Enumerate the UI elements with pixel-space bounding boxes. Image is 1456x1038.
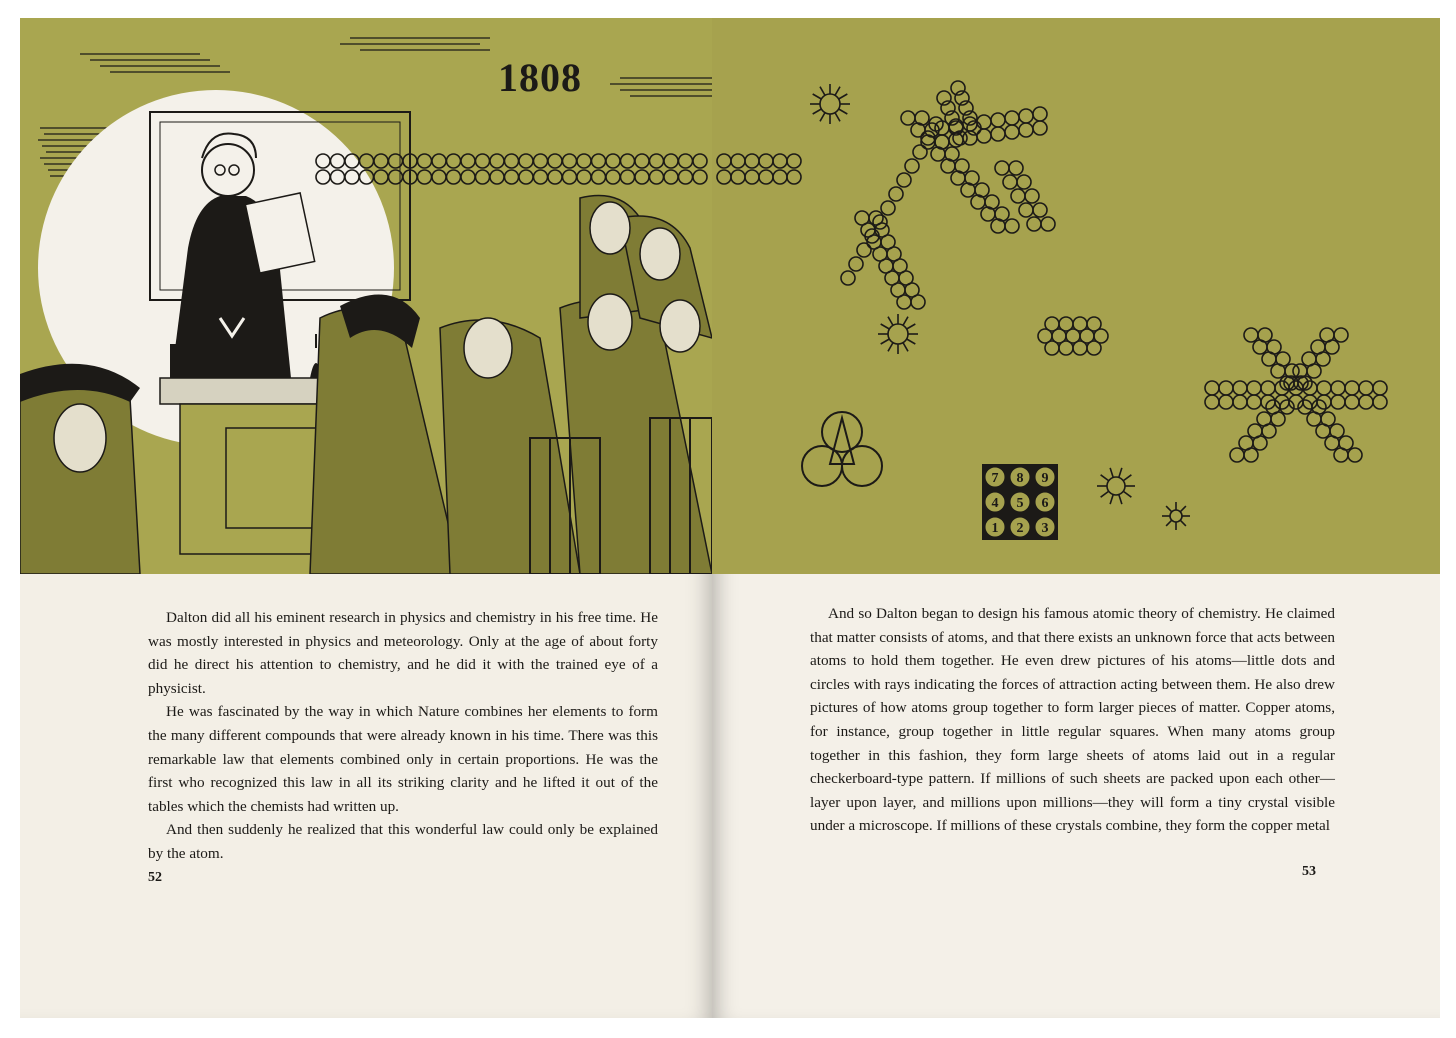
right-page-text <box>810 602 1335 838</box>
grid-digit: 8 <box>1016 471 1024 486</box>
grid-digit: 3 <box>1041 521 1049 536</box>
grid-digit: 6 <box>1041 496 1049 511</box>
year-heading: 1808 <box>498 55 582 100</box>
page-number: 53 <box>1302 864 1316 879</box>
grid-digit: 5 <box>1016 496 1024 511</box>
numbered-atom-grid <box>982 464 1058 540</box>
grid-digit: 2 <box>1016 521 1024 536</box>
paragraph: He was fascinated by the way in which Nature combines her elements to form the many different compounds that were already known in his time. There was this remarkable law that elements combined only in certain proportions. He was the first who recognized this law in all its striking clarity and he lifted it out of the tables which the chemists had written up. <box>148 703 658 815</box>
right-page <box>712 18 1440 1018</box>
paragraph: And so Dalton began to design his famous atomic theory of chemistry. He claimed that matter consists of atoms, and that there exists an unknown force that acts between atoms to hold them together. He even drew pictures of his atoms—little dots and circles with rays indicating the forces of attraction acting between them. He also drew pictures of how atoms group together to form larger pieces of matter. Copper atoms, for instance, group together in little regular squares. When many atoms group together in this fashion, they form large sheets of atoms laid out in a regular checkerboard-type pattern. If millions of such sheets are packed upon each other—layer upon layer, and millions upon millions—they will form a tiny crystal visible under a microscope. If millions of these crystals combine, they form the copper metal <box>810 605 1335 835</box>
book-spread <box>20 18 1440 1018</box>
dalton-lecture-illustration <box>20 18 712 574</box>
left-page <box>20 18 712 1018</box>
grid-digit: 1 <box>991 521 999 536</box>
atom-diagrams-illustration <box>712 18 1440 574</box>
grid-digit: 4 <box>991 496 999 511</box>
grid-digit: 7 <box>991 471 999 486</box>
grid-digit: 9 <box>1041 471 1049 486</box>
left-page-text <box>148 606 658 866</box>
paragraph: And then suddenly he realized that this wonderful law could only be explained by the atom. <box>148 821 658 862</box>
paragraph: Dalton did all his eminent research in physics and chemistry in his free time. He was mostly interested in physics and meteorology. Only at the age of about forty did he direct his attention to chemistry, and he did it with the trained eye of a physicist. <box>148 609 658 697</box>
page-number: 52 <box>148 870 162 885</box>
